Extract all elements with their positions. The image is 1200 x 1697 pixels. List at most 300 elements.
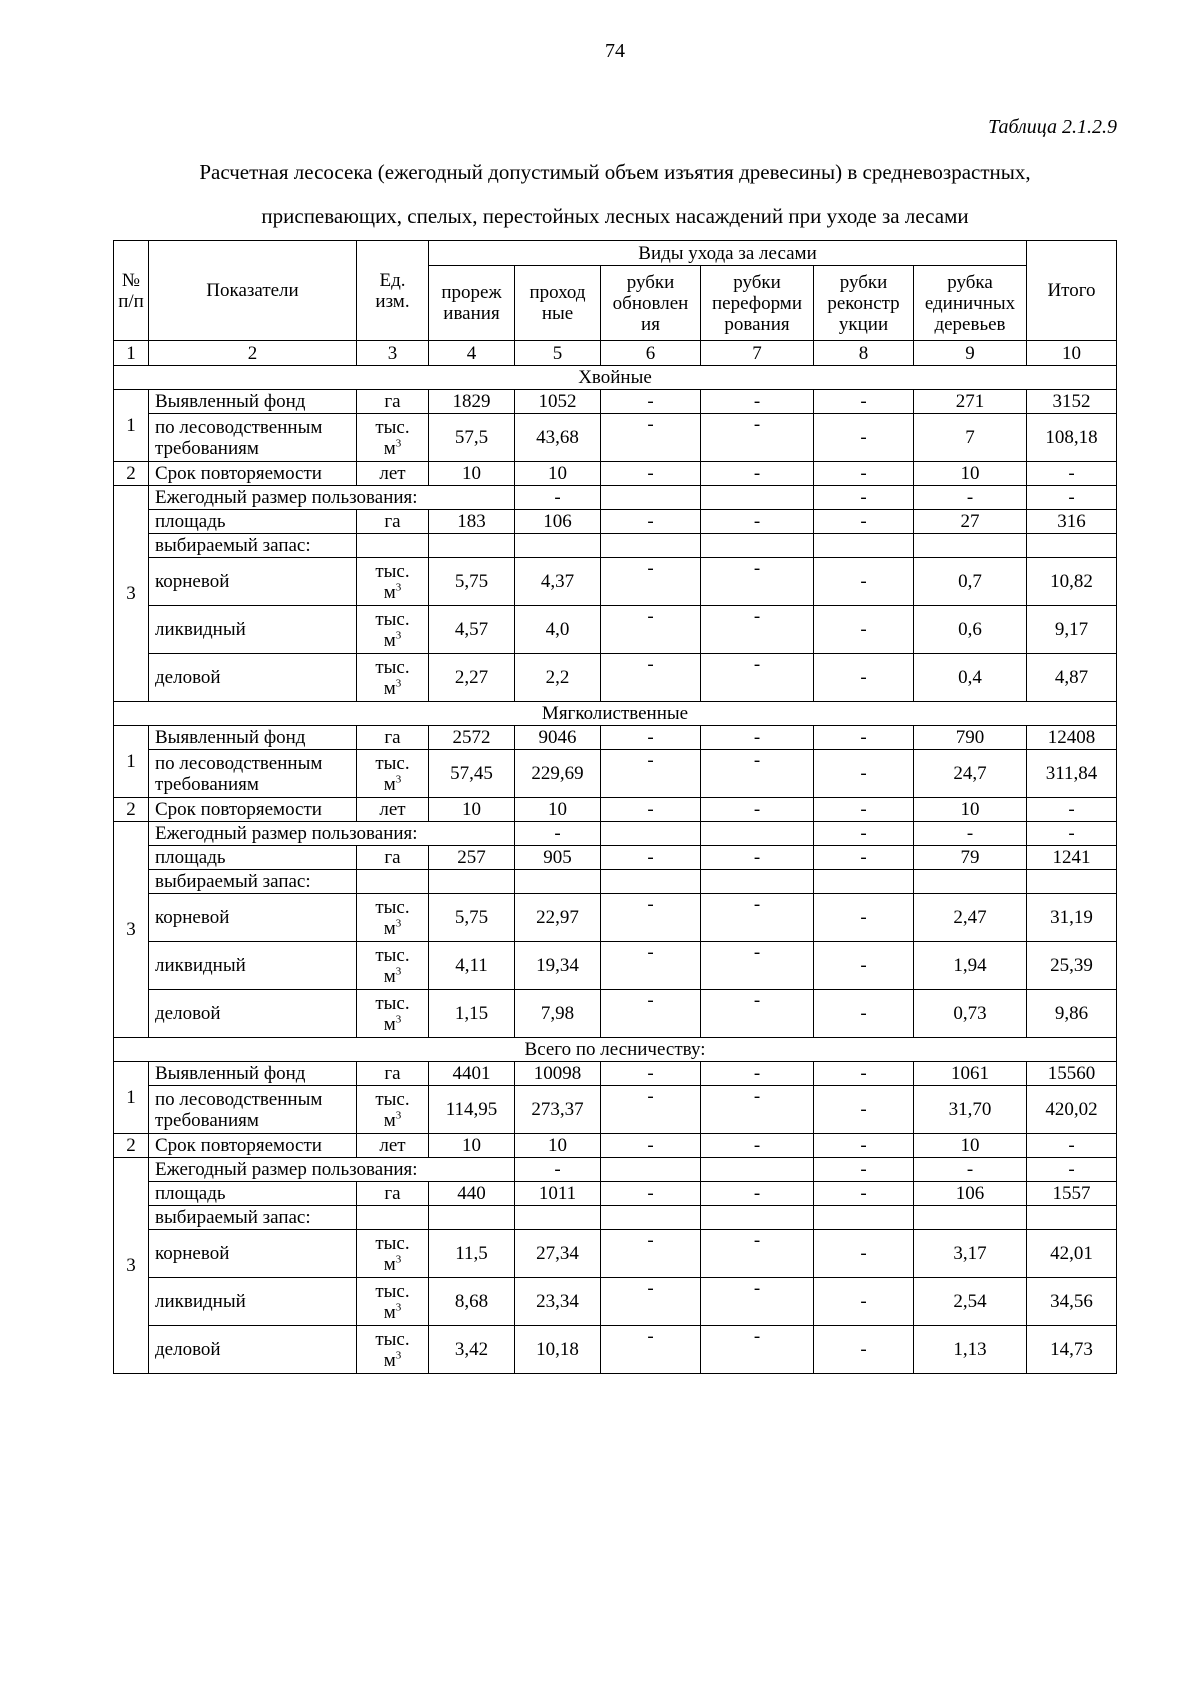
table-label: Таблица 2.1.2.9 [988,116,1117,138]
value-cell: - [814,822,914,846]
value-cell: 10 [515,798,601,822]
value-cell: 0,4 [914,654,1027,702]
value-cell: 10 [429,798,515,822]
empty-cell [429,534,515,558]
header-unit: Ед. изм. [357,241,429,341]
col-number: 8 [814,341,914,366]
value-cell: - [814,1182,914,1206]
value-cell: - [601,558,701,606]
value-cell: 2,54 [914,1278,1027,1326]
value-cell: 10098 [515,1062,601,1086]
value-cell: 1557 [1027,1182,1117,1206]
empty-cell [515,534,601,558]
value-cell: 1,94 [914,942,1027,990]
unit-thous: тыс. [375,608,410,630]
value-cell: 420,02 [1027,1086,1117,1134]
value-cell: - [601,846,701,870]
value-cell: - [914,822,1027,846]
value-cell: - [701,1086,814,1134]
header-single-trees: рубка единичных деревьев [914,266,1027,341]
unit-cell [357,942,429,990]
value-cell: - [701,1062,814,1086]
value-cell: 1,13 [914,1326,1027,1374]
value-cell: 3152 [1027,390,1117,414]
empty-cell [601,534,701,558]
value-cell: - [701,942,814,990]
value-cell: - [814,846,914,870]
value-cell: - [701,798,814,822]
value-cell: - [701,390,814,414]
table-title [110,150,1120,238]
value-cell: - [601,798,701,822]
value-cell: - [814,462,914,486]
value-cell: 0,6 [914,606,1027,654]
value-cell: - [814,414,914,462]
unit-cell [357,654,429,702]
header-indicators: Показатели [149,241,357,341]
row-number: 2 [114,1134,149,1158]
value-cell: 2,27 [429,654,515,702]
unit-thous: тыс. [375,752,410,774]
stock-label: выбираемый запас: [149,534,357,558]
value-cell: - [814,1326,914,1374]
business-label: деловой [149,990,357,1038]
empty-cell [701,870,814,894]
value-cell: 10 [914,462,1027,486]
row-number: 3 [114,486,149,702]
value-cell: - [814,798,914,822]
stock-label: выбираемый запас: [149,870,357,894]
value-cell: - [601,654,701,702]
value-cell: - [814,1062,914,1086]
section-heading: Мягколиственные [114,702,1117,726]
unit-m: м [383,629,396,651]
value-cell: 27,34 [515,1230,601,1278]
value-cell: - [814,1158,914,1182]
unit-cube: 3 [395,437,402,450]
value-cell: - [601,1062,701,1086]
value-cell: 12408 [1027,726,1117,750]
value-cell: - [1027,798,1117,822]
value-cell: 4,37 [515,558,601,606]
col-number: 5 [515,341,601,366]
header-no: № п/п [114,241,149,341]
empty-cell [601,1206,701,1230]
unit-thous: тыс. [375,944,410,966]
value-cell: - [701,558,814,606]
unit-cell: га [357,510,429,534]
unit-thous: тыс. [375,416,410,438]
unit-cube: 3 [395,1109,402,1122]
period-label: Срок повторяемости [149,798,357,822]
forest-table [113,240,1117,1374]
value-cell: 3,17 [914,1230,1027,1278]
value-cell: 1061 [914,1062,1027,1086]
title-line-1: Расчетная лесосека (ежегодный допустимый объем изъятия древесины) в средневозрастных, [199,160,1031,184]
value-cell: 43,68 [515,414,601,462]
unit-thous: тыс. [375,1328,410,1350]
value-cell: 19,34 [515,942,601,990]
header-passage: проход ные [515,266,601,341]
value-cell: - [601,894,701,942]
value-cell: 10 [515,1134,601,1158]
value-cell: 2,2 [515,654,601,702]
row-number: 2 [114,462,149,486]
value-cell: - [1027,1158,1117,1182]
value-cell: - [601,414,701,462]
value-cell: 273,37 [515,1086,601,1134]
empty-cell [701,1206,814,1230]
col-number: 6 [601,341,701,366]
empty-cell [1027,1206,1117,1230]
empty-cell [429,870,515,894]
unit-cell: га [357,1182,429,1206]
value-cell: - [701,990,814,1038]
value-cell: 1241 [1027,846,1117,870]
value-cell: 31,19 [1027,894,1117,942]
unit-m: м [383,581,396,603]
unit-cell: лет [357,798,429,822]
unit-cube: 3 [395,1013,402,1026]
value-cell: 106 [515,510,601,534]
unit-cell [357,750,429,798]
value-cell: - [701,1134,814,1158]
area-label: площадь [149,1182,357,1206]
value-cell: - [814,606,914,654]
value-cell: 5,75 [429,558,515,606]
fund-label-line1: Выявленный фонд [149,1062,357,1086]
unit-thous: тыс. [375,656,410,678]
unit-cell [357,990,429,1038]
value-cell: 34,56 [1027,1278,1117,1326]
value-cell: - [814,1230,914,1278]
value-cell: - [515,822,601,846]
value-cell: 4401 [429,1062,515,1086]
value-cell: - [814,750,914,798]
unit-cube: 3 [395,773,402,786]
value-cell: 31,70 [914,1086,1027,1134]
unit-m: м [383,917,396,939]
empty-cell [601,1158,701,1182]
value-cell: - [1027,462,1117,486]
period-label: Срок повторяемости [149,1134,357,1158]
value-cell: 79 [914,846,1027,870]
empty-cell [914,1206,1027,1230]
value-cell: 2,47 [914,894,1027,942]
value-cell: 114,95 [429,1086,515,1134]
value-cell: - [1027,822,1117,846]
value-cell: 57,5 [429,414,515,462]
value-cell: 9,17 [1027,606,1117,654]
header-renewal: рубки обновлен ия [601,266,701,341]
fund-label-line1: Выявленный фонд [149,726,357,750]
fund-label-rest [149,414,357,462]
liquid-label: ликвидный [149,1278,357,1326]
value-cell: - [701,1182,814,1206]
value-cell: 27 [914,510,1027,534]
fund-label-line3: требованиям [155,437,259,459]
value-cell: - [701,414,814,462]
empty-cell [914,870,1027,894]
unit-cube: 3 [395,1301,402,1314]
value-cell: - [814,1278,914,1326]
value-cell: 183 [429,510,515,534]
value-cell: - [601,1230,701,1278]
value-cell: 1,15 [429,990,515,1038]
root-label: корневой [149,894,357,942]
value-cell: - [601,462,701,486]
unit-cube: 3 [395,1349,402,1362]
value-cell: - [601,1326,701,1374]
fund-label-line2: по лесоводственным [155,1088,323,1110]
unit-cube: 3 [395,581,402,594]
title-line-2: приспевающих, спелых, перестойных лесных насаждений при уходе за лесами [261,204,969,228]
unit-cell [357,414,429,462]
unit-cell: га [357,1062,429,1086]
unit-m: м [383,1013,396,1035]
business-label: деловой [149,1326,357,1374]
value-cell: - [701,726,814,750]
empty-cell [515,870,601,894]
value-cell: - [701,462,814,486]
value-cell: 4,57 [429,606,515,654]
unit-cell: лет [357,1134,429,1158]
value-cell: 271 [914,390,1027,414]
liquid-label: ликвидный [149,606,357,654]
section-heading: Всего по лесничеству: [114,1038,1117,1062]
value-cell: - [814,942,914,990]
empty-cell [814,534,914,558]
empty-cell [1027,870,1117,894]
value-cell: 2572 [429,726,515,750]
unit-thous: тыс. [375,1232,410,1254]
value-cell: 790 [914,726,1027,750]
value-cell: - [601,1278,701,1326]
value-cell: - [814,726,914,750]
empty-cell [357,534,429,558]
business-label: деловой [149,654,357,702]
empty-cell [357,870,429,894]
value-cell: - [814,1086,914,1134]
empty-cell [601,870,701,894]
value-cell: 1011 [515,1182,601,1206]
value-cell: - [701,1326,814,1374]
area-label: площадь [149,510,357,534]
fund-label-line2: по лесоводственным [155,752,323,774]
value-cell: 42,01 [1027,1230,1117,1278]
value-cell: - [601,390,701,414]
unit-cube: 3 [395,1253,402,1266]
value-cell: - [1027,486,1117,510]
unit-m: м [383,1301,396,1323]
empty-cell [814,870,914,894]
value-cell: 311,84 [1027,750,1117,798]
unit-cell [357,1230,429,1278]
unit-cell [357,894,429,942]
unit-cell [357,1326,429,1374]
unit-cell [357,1086,429,1134]
value-cell: - [601,750,701,798]
value-cell: 10 [429,1134,515,1158]
value-cell: 14,73 [1027,1326,1117,1374]
empty-cell [701,486,814,510]
value-cell: 25,39 [1027,942,1117,990]
value-cell: 905 [515,846,601,870]
unit-cell [357,558,429,606]
unit-cell: га [357,846,429,870]
unit-thous: тыс. [375,992,410,1014]
value-cell: 10 [914,798,1027,822]
unit-cell [357,606,429,654]
empty-cell [701,1158,814,1182]
value-cell: - [814,510,914,534]
empty-cell [429,1206,515,1230]
value-cell: - [601,726,701,750]
period-label: Срок повторяемости [149,462,357,486]
value-cell: 106 [914,1182,1027,1206]
col-number: 4 [429,341,515,366]
empty-cell [1027,534,1117,558]
value-cell: - [601,990,701,1038]
value-cell: - [701,654,814,702]
value-cell: - [814,558,914,606]
value-cell: 4,87 [1027,654,1117,702]
value-cell: - [701,894,814,942]
value-cell: 257 [429,846,515,870]
unit-cube: 3 [395,629,402,642]
value-cell: - [1027,1134,1117,1158]
row-number: 2 [114,798,149,822]
fund-label-line3: требованиям [155,773,259,795]
value-cell: 5,75 [429,894,515,942]
value-cell: 24,7 [914,750,1027,798]
col-number: 3 [357,341,429,366]
unit-cell: га [357,726,429,750]
col-number: 2 [149,341,357,366]
unit-m: м [383,773,396,795]
value-cell: - [601,942,701,990]
value-cell: 316 [1027,510,1117,534]
header-thinning: прореж ивания [429,266,515,341]
value-cell: - [701,606,814,654]
page-number: 74 [605,40,625,62]
col-number: 7 [701,341,814,366]
value-cell: 1052 [515,390,601,414]
table-body [114,366,1117,1374]
value-cell: - [515,1158,601,1182]
row-number: 3 [114,1158,149,1374]
value-cell: 229,69 [515,750,601,798]
unit-m: м [383,677,396,699]
unit-m: м [383,1253,396,1275]
unit-cell [357,1278,429,1326]
value-cell: 8,68 [429,1278,515,1326]
liquid-label: ликвидный [149,942,357,990]
value-cell: 10 [914,1134,1027,1158]
row-number: 3 [114,822,149,1038]
empty-cell [357,1206,429,1230]
header-reconstruction: рубки реконстр укции [814,266,914,341]
value-cell: 1829 [429,390,515,414]
value-cell: 7,98 [515,990,601,1038]
fund-label-line1: Выявленный фонд [149,390,357,414]
value-cell: - [814,894,914,942]
col-number: 1 [114,341,149,366]
value-cell: 9046 [515,726,601,750]
header-care-types: Виды ухода за лесами [429,241,1027,266]
unit-cube: 3 [395,677,402,690]
value-cell: 23,34 [515,1278,601,1326]
value-cell: - [701,1278,814,1326]
value-cell: - [701,1230,814,1278]
row-number: 1 [114,1062,149,1134]
unit-m: м [383,437,396,459]
fund-label-line2: по лесоводственным [155,416,323,438]
fund-label-rest [149,1086,357,1134]
value-cell: 7 [914,414,1027,462]
unit-cube: 3 [395,965,402,978]
value-cell: 10 [429,462,515,486]
value-cell: - [814,486,914,510]
empty-cell [701,534,814,558]
unit-thous: тыс. [375,1088,410,1110]
annual-label: Ежегодный размер пользования: [149,486,515,510]
section-heading: Хвойные [114,366,1117,390]
value-cell: - [814,990,914,1038]
annual-label: Ежегодный размер пользования: [149,822,515,846]
empty-cell [701,822,814,846]
value-cell: 57,45 [429,750,515,798]
value-cell: - [601,1182,701,1206]
empty-cell [814,1206,914,1230]
unit-m: м [383,1109,396,1131]
annual-label: Ежегодный размер пользования: [149,1158,515,1182]
value-cell: - [814,1134,914,1158]
value-cell: 440 [429,1182,515,1206]
value-cell: - [515,486,601,510]
unit-m: м [383,965,396,987]
header-total: Итого [1027,241,1117,341]
value-cell: 10 [515,462,601,486]
value-cell: - [601,606,701,654]
unit-thous: тыс. [375,896,410,918]
empty-cell [914,534,1027,558]
unit-thous: тыс. [375,560,410,582]
value-cell: - [601,1134,701,1158]
value-cell: - [914,1158,1027,1182]
value-cell: - [701,846,814,870]
value-cell: 4,11 [429,942,515,990]
row-number: 1 [114,390,149,462]
col-number: 10 [1027,341,1117,366]
unit-cube: 3 [395,917,402,930]
area-label: площадь [149,846,357,870]
value-cell: 9,86 [1027,990,1117,1038]
col-number: 9 [914,341,1027,366]
row-number: 1 [114,726,149,798]
value-cell: 10,18 [515,1326,601,1374]
value-cell: 4,0 [515,606,601,654]
unit-thous: тыс. [375,1280,410,1302]
unit-m: м [383,1349,396,1371]
unit-cell: га [357,390,429,414]
unit-cell: лет [357,462,429,486]
value-cell: 3,42 [429,1326,515,1374]
fund-label-rest [149,750,357,798]
value-cell: - [814,390,914,414]
value-cell: - [601,1086,701,1134]
value-cell: 0,7 [914,558,1027,606]
